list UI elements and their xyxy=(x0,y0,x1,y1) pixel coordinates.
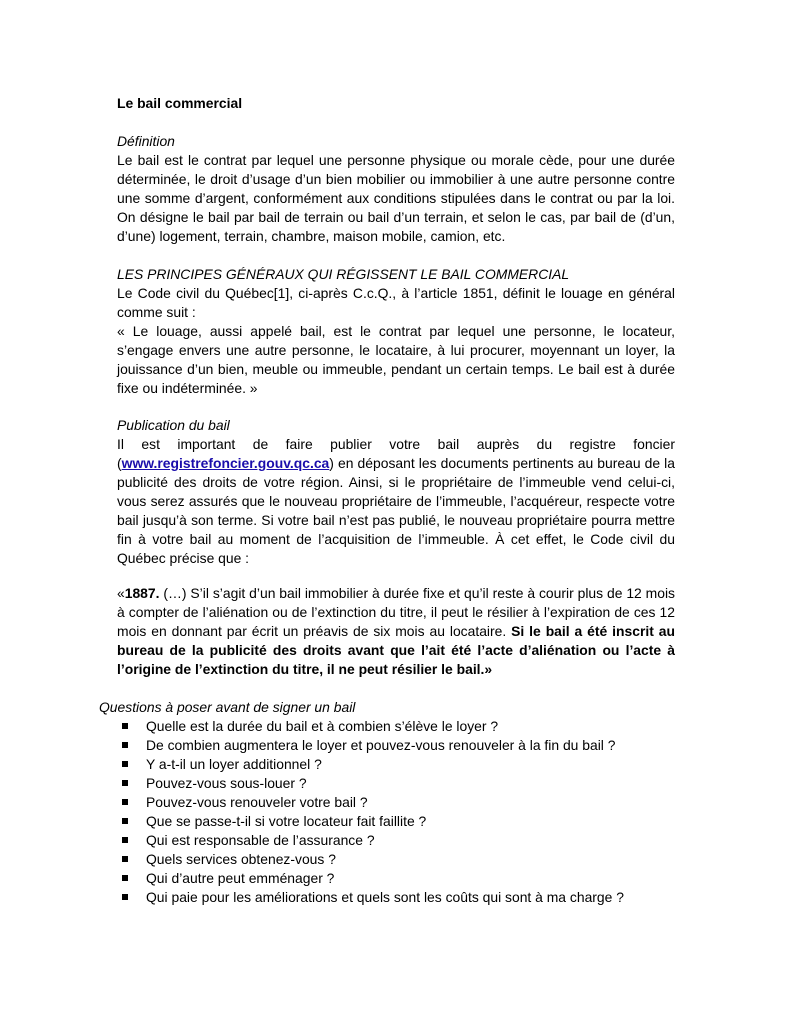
bullet-icon xyxy=(122,818,128,824)
question-text: Que se passe-t-il si votre locateur fait faillite ? xyxy=(146,813,427,829)
publication-text-after: ) en déposant les documents pertinents au bureau de la publicité des droits de votre région. Ainsi, si le propriétaire de l’immeuble vend celui-ci, vous serez assurés que le nouveau propriétaire de l’immeuble, l’acquéreur, respecte votre bail jusqu’à son terme. Si votre bail n’est pas publié, le nouveau propriétaire pourra mettre fin à votre bail au moment de l’acquisition de l’immeuble. À cet effet, le Code civil du Québec précise que : xyxy=(117,455,675,566)
bullet-icon xyxy=(122,875,128,881)
publication-heading: Publication du bail xyxy=(117,417,230,433)
question-text: Qui est responsable de l’assurance ? xyxy=(146,832,375,848)
bullet-icon xyxy=(122,837,128,843)
questions-list xyxy=(117,717,697,907)
publication-paragraph xyxy=(117,435,675,568)
principes-quote: « Le louage, aussi appelé bail, est le contrat par lequel une personne, le locateur, s’engage envers une autre personne, le locataire, à lui procurer, moyennant un loyer, la jouissance d’un bien, meuble ou immeuble, pendant un certain temps. Le bail est à durée fixe ou indéterminée. » xyxy=(117,323,675,396)
registre-foncier-link[interactable]: www.registrefoncier.gouv.qc.ca xyxy=(121,455,330,471)
definition-heading: Définition xyxy=(117,133,175,149)
bullet-icon xyxy=(122,723,128,729)
definition-paragraph: Le bail est le contrat par lequel une personne physique ou morale cède, pour une durée déterminée, le droit d’usage d’un bien mobilier ou immobilier à une autre personne contre une somme d’argent, conformément aux conditions stipulées dans le contrat ou par la loi. On désigne le bail par bail de terrain ou bail d’un terrain, et selon le cas, par bail de (d’un, d’une) logement, terrain, chambre, maison mobile, camion, etc. xyxy=(117,152,675,244)
principes-heading: LES PRINCIPES GÉNÉRAUX QUI RÉGISSENT LE BAIL COMMERCIAL xyxy=(117,266,570,282)
list-item xyxy=(117,717,697,736)
article-1887-quote xyxy=(117,584,675,679)
list-item xyxy=(117,850,697,869)
list-item xyxy=(117,812,697,831)
question-text: Pouvez-vous renouveler votre bail ? xyxy=(146,794,368,810)
article-bold-text: Si le bail a été inscrit au bureau de la publicité des droits avant que l’ait été l’acte d’aliénation ou l’acte à l’origine de l’extinction du titre, il ne peut résilier le bail.» xyxy=(117,623,675,677)
bullet-icon xyxy=(122,761,128,767)
document-title: Le bail commercial xyxy=(117,95,243,111)
bullet-icon xyxy=(122,780,128,786)
bullet-icon xyxy=(122,742,128,748)
question-text: Y a-t-il un loyer additionnel ? xyxy=(146,756,322,772)
list-item xyxy=(117,869,697,888)
list-item xyxy=(117,793,697,812)
article-number: 1887. xyxy=(124,585,160,601)
article-text: (…) S’il s’agit d’un bail immobilier à durée fixe et qu’il reste à courir plus de 12 mois à compter de l’aliénation ou de l’extinction du titre, il peut le résilier à l’expiration de ces 12 mois en donnant par écrit un préavis de six mois au locataire. xyxy=(117,585,675,639)
list-item xyxy=(117,831,697,850)
bullet-icon xyxy=(122,856,128,862)
publication-text-before: Il est important de faire publier votre bail auprès du registre foncier ( xyxy=(117,436,675,471)
bullet-icon xyxy=(122,894,128,900)
bullet-icon xyxy=(122,799,128,805)
principes-intro: Le Code civil du Québec[1], ci-après C.c.Q., à l’article 1851, définit le louage en général comme suit : xyxy=(117,285,675,320)
question-text: Qui paie pour les améliorations et quels sont les coûts qui sont à ma charge ? xyxy=(146,889,624,905)
list-item xyxy=(117,888,697,907)
list-item xyxy=(117,774,697,793)
questions-heading: Questions à poser avant de signer un bail xyxy=(99,699,356,715)
question-text: Pouvez-vous sous-louer ? xyxy=(146,775,307,791)
question-text: Quelle est la durée du bail et à combien s’élève le loyer ? xyxy=(146,718,499,734)
question-text: Qui d’autre peut emménager ? xyxy=(146,870,335,886)
question-text: Quels services obtenez-vous ? xyxy=(146,851,336,867)
list-item xyxy=(117,736,697,755)
article-open-quote: « xyxy=(117,585,125,601)
question-text: De combien augmentera le loyer et pouvez-vous renouveler à la fin du bail ? xyxy=(146,737,616,753)
list-item xyxy=(117,755,697,774)
